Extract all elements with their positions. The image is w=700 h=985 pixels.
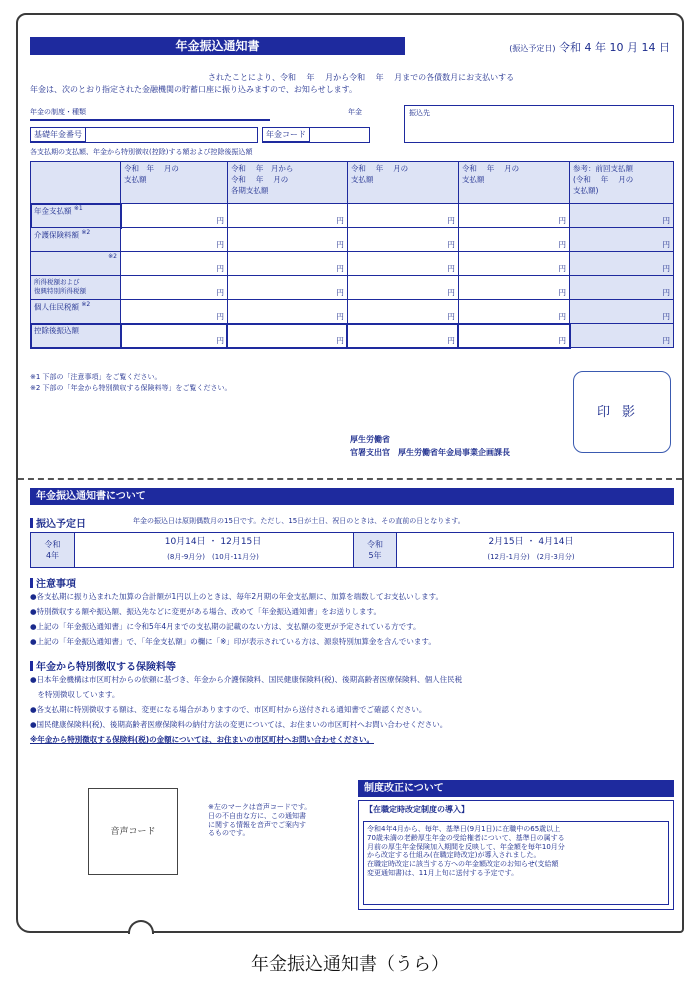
- table-cell: 円: [227, 276, 347, 300]
- payment-date-value: 令和 4 年 10 月 14 日: [559, 41, 670, 54]
- caution-item: ●上記の「年金振込通知書」で、「年金支払額」の欄に「※」印が表示されている方は、源泉特別加算金を含んでいます。: [30, 637, 436, 646]
- intro-line-2: 年金は、次のとおり指定された金融機関の貯蓄口座に振り込みますので、お知らせします。: [30, 85, 357, 94]
- section-bar-reform: 制度改正について: [358, 780, 674, 797]
- row-label-net-transfer: 控除後振込額: [31, 324, 121, 348]
- payment-table: [30, 161, 674, 348]
- sheet-notch: [128, 920, 154, 934]
- basic-pension-number-label: 基礎年金番号: [30, 127, 86, 142]
- caution-item: ●各支払期に振り込まれた加算の合計額が1円以上のときは、毎年2月期の年金支払額に、加算を端数してお支払いします。: [30, 592, 443, 601]
- table-row-income-tax: [31, 276, 674, 300]
- caution-heading: 注意事項: [30, 575, 76, 590]
- voice-code-note: ※左のマークは音声コードです。 日の不自由な方に、この通知書 に関する情報を音声でご案内す るものです。: [208, 803, 312, 838]
- row-label-care-insurance: 介護保険料額 $^{※2}$: [31, 228, 121, 252]
- insurance-list: [30, 672, 462, 747]
- pension-label: 年金: [348, 108, 362, 116]
- issuer-officer: 官署支出官 厚生労働省年金局事業企画課長: [350, 448, 510, 457]
- voice-code-box: 音声コード: [88, 788, 178, 875]
- intro-line-1: されたことにより、令和 年 月から令和 年 月までの各債数月にお支払いする: [208, 73, 515, 82]
- table-row-net-transfer: [31, 324, 674, 348]
- insurance-heading: 年金から特別徴収する保険料等: [30, 658, 176, 673]
- table-cell: 円: [570, 276, 674, 300]
- pension-code-field: [262, 127, 370, 143]
- pension-type-label: 年金の制度・種類: [30, 108, 86, 116]
- pension-type-line: [30, 119, 270, 121]
- table-cell: 円: [458, 276, 569, 300]
- table-cell: 円: [121, 300, 228, 324]
- table-cell: 円: [570, 252, 674, 276]
- table-cell: 円: [121, 276, 228, 300]
- table-header-col2: 令和 年 月から 令和 年 月の 各期支払額: [227, 162, 347, 204]
- schedule-sub-2: (12月-1月分) (2月-3月分): [487, 553, 575, 561]
- schedule-dates-1: 10月14日 ・ 12月15日: [164, 537, 262, 547]
- table-cell: 円: [347, 228, 458, 252]
- table-cell: 円: [458, 252, 569, 276]
- table-header-reference: 参考：前回支払額 (令和 年 月の 支払額): [570, 162, 674, 204]
- insurance-item: ●各支払期に特別徴収する額は、変更になる場合がありますので、市区町村から送付される通知書でご確認ください。: [30, 705, 427, 714]
- table-cell: 円: [570, 324, 674, 348]
- table-cell: 円: [227, 228, 347, 252]
- table-cell: 円: [347, 204, 458, 228]
- insurance-item: を特別徴収しています。: [30, 690, 120, 699]
- table-cell: 円: [347, 300, 458, 324]
- notice-sheet: [16, 13, 684, 933]
- table-caption: 各支払期の支払額、年金から特別徴収(控除)する額および控除後振込額: [30, 148, 253, 156]
- table-cell: 円: [347, 252, 458, 276]
- schedule-era-1: 令和 4年: [31, 533, 75, 567]
- schedule-sub-1: (8月-9月分) (10月-11月分): [167, 553, 259, 561]
- table-cell: 円: [570, 300, 674, 324]
- seal-stamp-box: 印影: [573, 371, 671, 453]
- schedule-era-2: 令和 5年: [353, 533, 397, 567]
- insurance-item: ●日本年金機構は市区町村からの依頼に基づき、年金から介護保険料、国民健康保険料(税)、後期高齢者医療保険料、個人住民税: [30, 675, 463, 684]
- table-row-care-insurance: [31, 228, 674, 252]
- footnote-2: ※2 下部の「年金から特別徴収する保険料等」をご覧ください。: [30, 384, 232, 392]
- section-bar-about: 年金振込通知書について: [30, 488, 674, 505]
- table-corner-cell: [31, 162, 121, 204]
- table-row-pension-payment: [31, 204, 674, 228]
- table-cell: 円: [347, 276, 458, 300]
- table-cell: 円: [458, 300, 569, 324]
- row-label-resident-tax: 個人住民税額 $^{※2}$: [31, 300, 121, 324]
- table-header-col4: 令和 年 月の 支払額: [458, 162, 569, 204]
- table-cell: 円: [227, 324, 347, 348]
- schedule-dates-2: 2月15日 ・ 4月14日: [488, 537, 574, 547]
- row-label-blank: ※2: [31, 252, 121, 276]
- basic-pension-number-field: [30, 127, 258, 143]
- row-label-pension-payment: 年金支払額 $^{※1}$: [31, 204, 121, 228]
- bank-account-label: 振込先: [409, 109, 430, 117]
- footnote-1: ※1 下部の「注意事項」をご覧ください。: [30, 373, 162, 381]
- reform-text: 令和4年4月から、毎年、基準日(9月1日)に在職中の65歳以上 70歳未満の老齢厚生年金の受給権者について、基準日の属する 月前の厚生年金保険加入期間を反映して、年金額を毎年10月分 から改定する仕組み(在職定時改定)が導入されました。 在職定時改定に該当する方への年金額改定のお知らせ(支給額 変更通知書)は、11月上旬に送付する予定です。: [363, 821, 669, 905]
- table-cell: 円: [121, 324, 228, 348]
- bank-account-box: [404, 105, 674, 143]
- insurance-bold-note: ※年金から特別徴収する保険料(税)の金額については、お住まいの市区町村へお問い合わせください。: [30, 735, 374, 744]
- tear-line: [18, 478, 682, 480]
- table-header-col1: 令和 年 月の 支払額: [121, 162, 228, 204]
- table-cell: 円: [458, 228, 569, 252]
- row-label-income-tax: 所得税額および 復興特別所得税額: [31, 276, 121, 300]
- caution-list: [30, 589, 443, 649]
- table-header-col3: 令和 年 月の 支払額: [347, 162, 458, 204]
- table-row-resident-tax: [31, 300, 674, 324]
- table-cell: 円: [570, 204, 674, 228]
- insurance-item: ●国民健康保険料(税)、後期高齢者医療保険料の納付方法の変更については、お住まいの市区町村へお問い合わせください。: [30, 720, 448, 729]
- payment-date-line: [509, 39, 670, 55]
- payment-date-label: (振込予定日): [509, 44, 556, 53]
- schedule-box: [30, 532, 674, 568]
- table-header-row: [31, 162, 674, 204]
- caution-item: ●特別徴収する額や振込額、振込先などに変更がある場合、改めて「年金振込通知書」をお送りします。: [30, 607, 381, 616]
- pension-code-label: 年金コード: [262, 127, 310, 142]
- table-cell: 円: [570, 228, 674, 252]
- table-cell: 円: [347, 324, 458, 348]
- document-title: 年金振込通知書: [30, 37, 405, 55]
- reform-heading: 【在職定時改定制度の導入】: [365, 805, 469, 814]
- schedule-heading: 振込予定日: [30, 515, 86, 530]
- table-cell: 円: [121, 228, 228, 252]
- table-cell: 円: [227, 300, 347, 324]
- table-cell: 円: [121, 252, 228, 276]
- table-cell: 円: [227, 204, 347, 228]
- table-cell: 円: [458, 324, 569, 348]
- table-cell: 円: [121, 204, 228, 228]
- table-row-blank: [31, 252, 674, 276]
- table-cell: 円: [227, 252, 347, 276]
- reform-box: [358, 800, 674, 910]
- caution-item: ●上記の「年金振込通知書」に令和5年4月までの支払期の記載のない方は、支払額の変更が予定されている方です。: [30, 622, 421, 631]
- schedule-description: 年金の振込日は原則偶数月の15日です。ただし、15日が土日、祝日のときは、その直前の日となります。: [133, 517, 465, 525]
- table-cell: 円: [458, 204, 569, 228]
- issuer-ministry: 厚生労働省: [350, 435, 390, 444]
- image-caption: 年金振込通知書（うら）: [251, 954, 449, 975]
